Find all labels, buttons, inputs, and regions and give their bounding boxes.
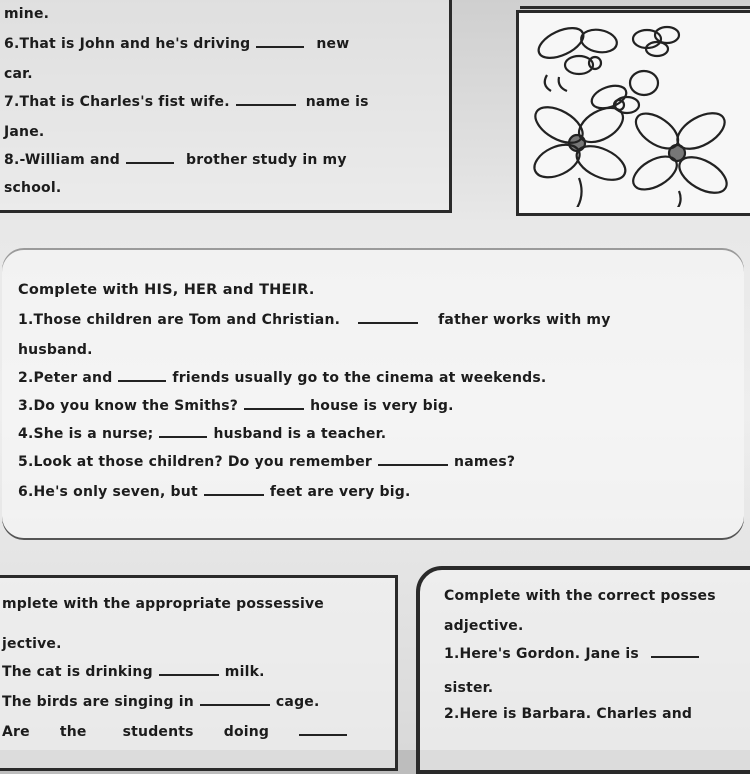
text-line: 8.-William and brother study in my	[4, 152, 347, 168]
exercise-title: jective.	[2, 636, 62, 652]
question-1-continued: sister.	[444, 680, 494, 696]
bee-flower-illustration	[519, 13, 750, 207]
question-3: Are the students doing	[2, 724, 353, 740]
exercise-title: mplete with the appropriate possessive	[2, 596, 324, 612]
question-1-continued: husband.	[18, 342, 93, 358]
picture-box-top-edge	[520, 0, 750, 9]
answer-blank[interactable]	[256, 36, 304, 48]
question-5: 5.Look at those children? Do you remember names?	[18, 454, 516, 470]
question-2: The birds are singing in cage.	[2, 694, 320, 710]
answer-blank[interactable]	[200, 694, 270, 706]
answer-blank[interactable]	[299, 724, 347, 736]
answer-blank[interactable]	[358, 312, 418, 324]
answer-blank[interactable]	[244, 398, 304, 410]
question-6: 6.He's only seven, but feet are very big.	[18, 484, 411, 500]
question-3: 3.Do you know the Smiths? house is very big.	[18, 398, 454, 414]
question-1: 1.Those children are Tom and Christian. father works with my	[18, 312, 611, 328]
text-line: 7.That is Charles's fist wife. name is	[4, 94, 369, 110]
text-line: 6.That is John and he's driving new	[4, 36, 350, 52]
answer-blank[interactable]	[118, 370, 166, 382]
exercise-title: adjective.	[444, 618, 524, 634]
text-line: Jane.	[4, 124, 45, 140]
bees-and-flowers-picture	[516, 10, 750, 216]
answer-blank[interactable]	[236, 94, 296, 106]
text-line: school.	[4, 180, 62, 196]
answer-blank[interactable]	[159, 664, 219, 676]
question-4: 4.She is a nurse; husband is a teacher.	[18, 426, 387, 442]
question-2: 2.Here is Barbara. Charles and	[444, 706, 693, 722]
question-1: 1.Here's Gordon. Jane is	[444, 646, 705, 662]
text-line: mine.	[4, 6, 50, 22]
question-1: The cat is drinking milk.	[2, 664, 265, 680]
answer-blank[interactable]	[126, 152, 174, 164]
exercise-title: Complete with HIS, HER and THEIR.	[18, 282, 315, 298]
answer-blank[interactable]	[204, 484, 264, 496]
answer-blank[interactable]	[159, 426, 207, 438]
answer-blank[interactable]	[651, 646, 699, 658]
exercise-title: Complete with the correct posses	[444, 588, 716, 604]
text-line: car.	[4, 66, 33, 82]
question-2: 2.Peter and friends usually go to the cinema at weekends.	[18, 370, 547, 386]
answer-blank[interactable]	[378, 454, 448, 466]
